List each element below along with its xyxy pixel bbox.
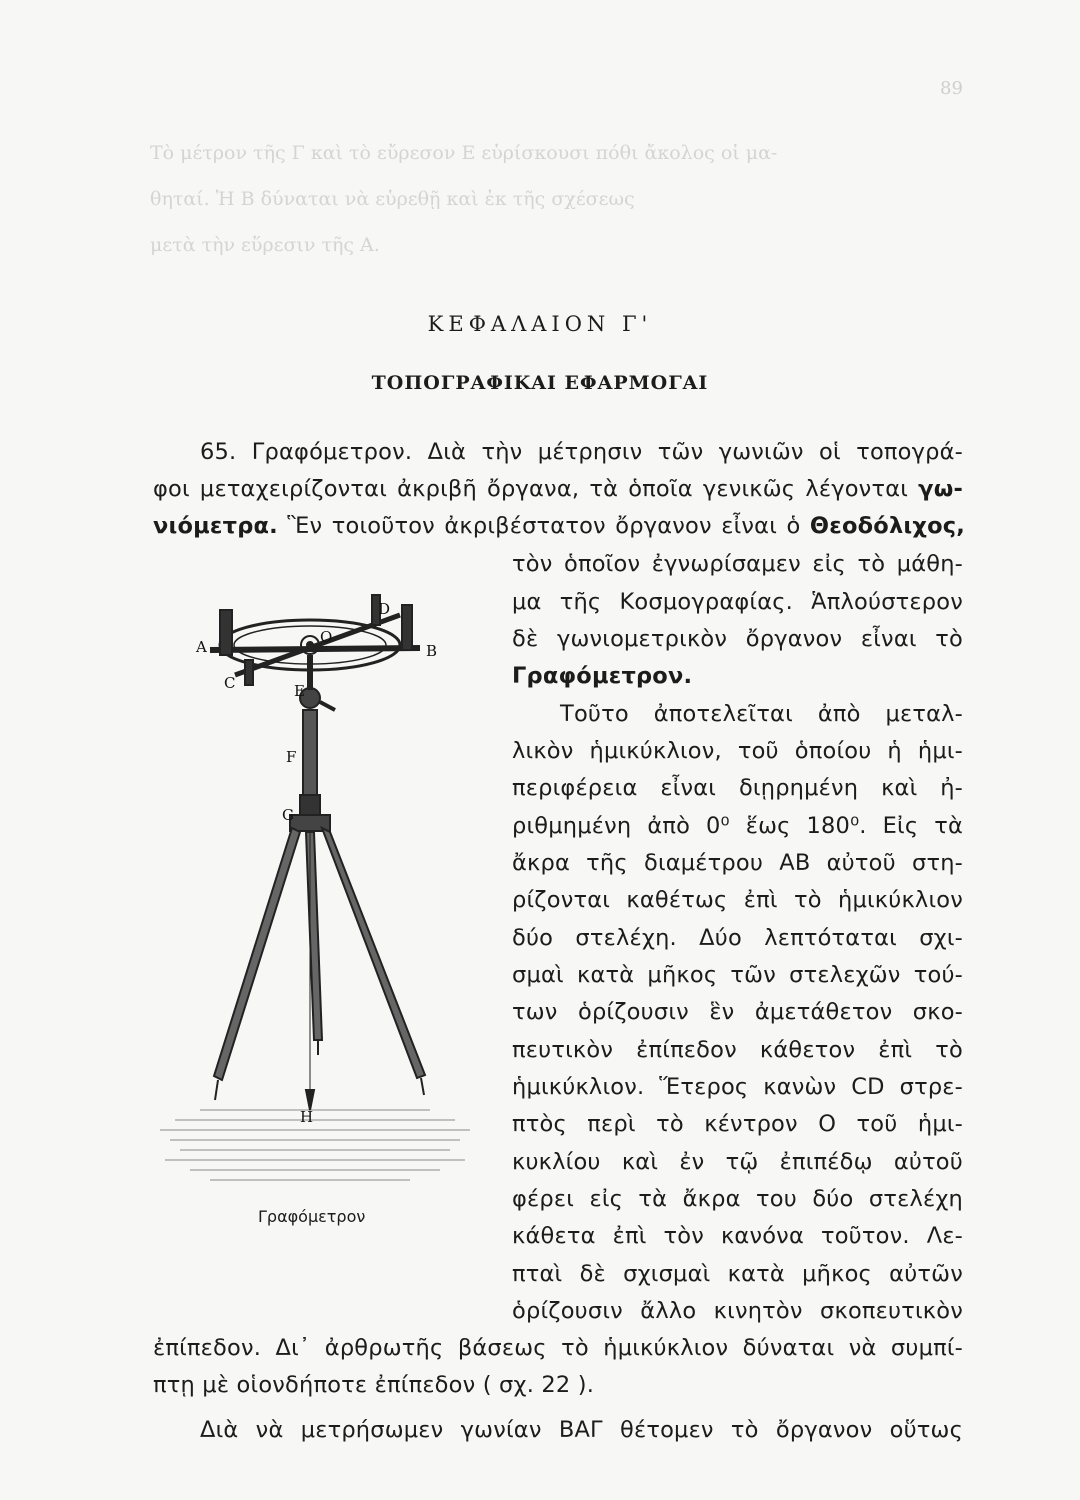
graphometer-illustration [150, 570, 480, 1210]
show-through-line: θηταί. Ἡ Β δύναται νὰ εὑρεθῇ καὶ ἐκ τῆς σχέσεως [150, 188, 635, 210]
text-line: πευτικὸν ἐπίπεδον κάθετον ἐπὶ τὸ [512, 1037, 963, 1063]
bold-term: Θεοδόλιχος, [809, 513, 966, 539]
label-F: F [286, 748, 297, 766]
section-heading: ΤΟΠΟΓΡΑΦΙΚΑΙ ΕΦΑΡΜΟΓΑΙ [371, 372, 709, 394]
text-line: κάθετα ἐπὶ τὸν κανόνα τοῦτον. Λε- [512, 1223, 963, 1249]
text-line: ἐπίπεδον. Δι᾽ ἀρθρωτῆς βάσεως τὸ ἡμικύκλιον δύναται νὰ συμπί- [153, 1335, 963, 1361]
text-line [153, 471, 963, 507]
text-line: κυκλίου καὶ ἐν τῷ ἐπιπέδῳ αὐτοῦ [512, 1149, 963, 1175]
text-line: περιφέρεια εἶναι διῃρημένη καὶ ἠ- [512, 775, 963, 801]
text-line: λικὸν ἡμικύκλιον, τοῦ ὁποίου ἡ ἡμι- [512, 738, 963, 764]
label-D: D [378, 600, 391, 618]
label-B: B [426, 642, 438, 660]
label-O: O [320, 628, 333, 646]
bold-term: γω- [918, 476, 963, 502]
text-line: Τοῦτο ἀποτελεῖται ἀπὸ μεταλ- [560, 701, 963, 727]
graphometer-drawing [150, 570, 480, 1210]
label-A: A [196, 638, 207, 656]
label-H: H [300, 1108, 314, 1126]
label-E: E [294, 682, 305, 700]
text-line: ρίζονται καθέτως ἐπὶ τὸ ἡμικύκλιον [512, 887, 963, 913]
text-line: των ὁρίζουσιν ἓν ἀμετάθετον σκο- [512, 999, 963, 1025]
page-number: 89 [940, 78, 963, 99]
text-line [512, 658, 692, 694]
text-run: Διὰ τὴν μέτρησιν τῶν γωνιῶν οἱ τοπογρά- [427, 439, 963, 465]
text-run: φοι μεταχειρίζονται ἀκριβῆ ὄργανα, τὰ ὁποῖα γενικῶς λέγονται [153, 476, 909, 502]
text-line: ἡμικύκλιον. Ἕτερος κανὼν CD στρε- [512, 1074, 963, 1100]
text-line: τὸν ὁποῖον ἐγνωρίσαμεν εἰς τὸ μάθη- [512, 551, 963, 577]
show-through-line: μετὰ τὴν εὕρεσιν τῆς Α. [150, 234, 380, 256]
text-line: δύο στελέχη. Δύο λεπτόταται σχι- [512, 925, 963, 951]
text-line: μα τῆς Κοσμογραφίας. Ἁπλούστερον [512, 589, 963, 615]
bold-term: Γραφόμετρον. [512, 663, 693, 689]
chapter-heading: ΚΕΦΑΛΑΙΟΝ Γ' [427, 312, 653, 336]
text-line: ριθμημένη ἀπὸ 0⁰ ἕως 180⁰. Εἰς τὰ [512, 813, 963, 839]
term: Γραφόμετρον. [251, 439, 413, 465]
text-line: σμαὶ κατὰ μῆκος τῶν στελεχῶν τού- [512, 962, 963, 988]
text-line: ὁρίζουσιν ἄλλο κινητὸν σκοπευτικὸν [512, 1298, 963, 1324]
text-line [153, 508, 965, 544]
text-line: ἄκρα τῆς διαμέτρου ΑΒ αὐτοῦ στη- [512, 850, 963, 876]
text-line: πτῃ μὲ οἱονδήποτε ἐπίπεδον ( σχ. 22 ). [153, 1372, 595, 1398]
label-G: G [282, 806, 294, 824]
text-line: φέρει εἰς τὰ ἄκρα του δύο στελέχη [512, 1186, 963, 1212]
label-C: C [224, 674, 236, 692]
text-line: δὲ γωνιομετρικὸν ὄργανον εἶναι τὸ [512, 626, 963, 652]
text-line: πταὶ δὲ σχισμαὶ κατὰ μῆκος αὐτῶν [512, 1261, 963, 1287]
section-number: 65. [200, 439, 237, 465]
bold-term: νιόμετρα. [153, 513, 278, 539]
text-line [200, 434, 963, 470]
figure-caption: Γραφόμετρον [258, 1207, 366, 1226]
text-run: Ἓν τοιοῦτον ἀκριβέστατον ὄργανον εἶναι ὁ [287, 513, 801, 539]
show-through-line: Τὸ μέτρον τῆς Γ καὶ τὸ εὔρεσον Ε εὑρίσκουσι πόθι ἄκολος οἱ μα- [150, 142, 778, 164]
text-line: Διὰ νὰ μετρήσωμεν γωνίαν ΒΑΓ θέτομεν τὸ ὄργανον οὕτως [200, 1417, 963, 1443]
text-line: πτὸς περὶ τὸ κέντρον Ο τοῦ ἡμι- [512, 1111, 963, 1137]
